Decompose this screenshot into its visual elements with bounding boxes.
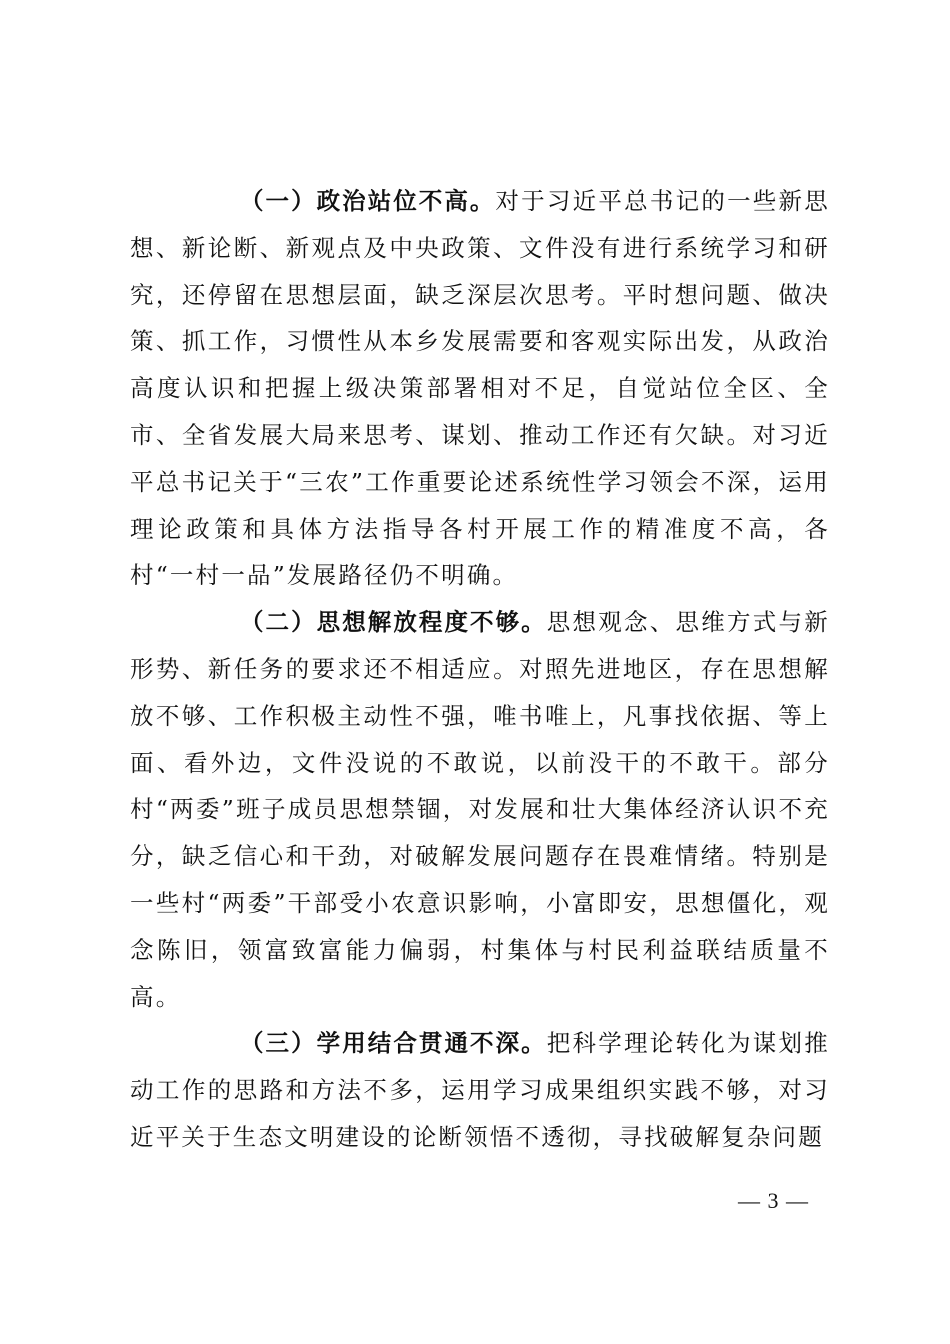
paragraph-1-body: 对于习近平总书记的一些新思想、新论断、新观点及中央政策、文件没有进行系统学习和研究，还停留在思想层面，缺乏深层次思考。平时想问题、做决策、抓工作，习惯性从本乡发展需要和客观实际出发，从政治高度认识和把握上级决策部署相对不足，自觉站位全区、全市、全省发展大局来思考、谋划、推动工作还有欠缺。对习近平总书记关于“三农”工作重要论述系统性学习领会不深，运用理论政策和具体方法指导各村开展工作的精准度不高，各村“一村一品”发展路径仍不明确。: [130, 187, 830, 590]
paragraph-1: [130, 178, 830, 599]
paragraph-2-body: 思想观念、思维方式与新形势、新任务的要求还不相适应。对照先进地区，存在思想解放不够、工作积极主动性不强，唯书唯上，凡事找依据、等上面、看外边，文件没说的不敢说，以前没干的不敢干。部分村“两委”班子成员思想禁锢，对发展和壮大集体经济认识不充分，缺乏信心和干劲，对破解发展问题存在畏难情绪。特别是一些村“两委”干部受小农意识影响，小富即安，思想僵化，观念陈旧，领富致富能力偏弱，村集体与村民利益联结质量不高。: [130, 608, 831, 1011]
page-number: — 3 —: [738, 1188, 809, 1213]
paragraph-3: [130, 1020, 830, 1160]
document-body: [130, 178, 830, 1161]
paragraph-2-heading: （二）思想解放程度不够。: [240, 608, 547, 637]
paragraph-3-heading: （三）学用结合贯通不深。: [240, 1029, 547, 1058]
paragraph-3-body: 把科学理论转化为谋划推动工作的思路和方法不多，运用学习成果组织实践不够，对习近平关于生态文明建设的论断领悟不透彻，寻找破解复杂问题: [130, 1029, 831, 1151]
paragraph-2: [130, 599, 830, 1020]
paragraph-1-heading: （一）政治站位不高。: [240, 187, 496, 215]
